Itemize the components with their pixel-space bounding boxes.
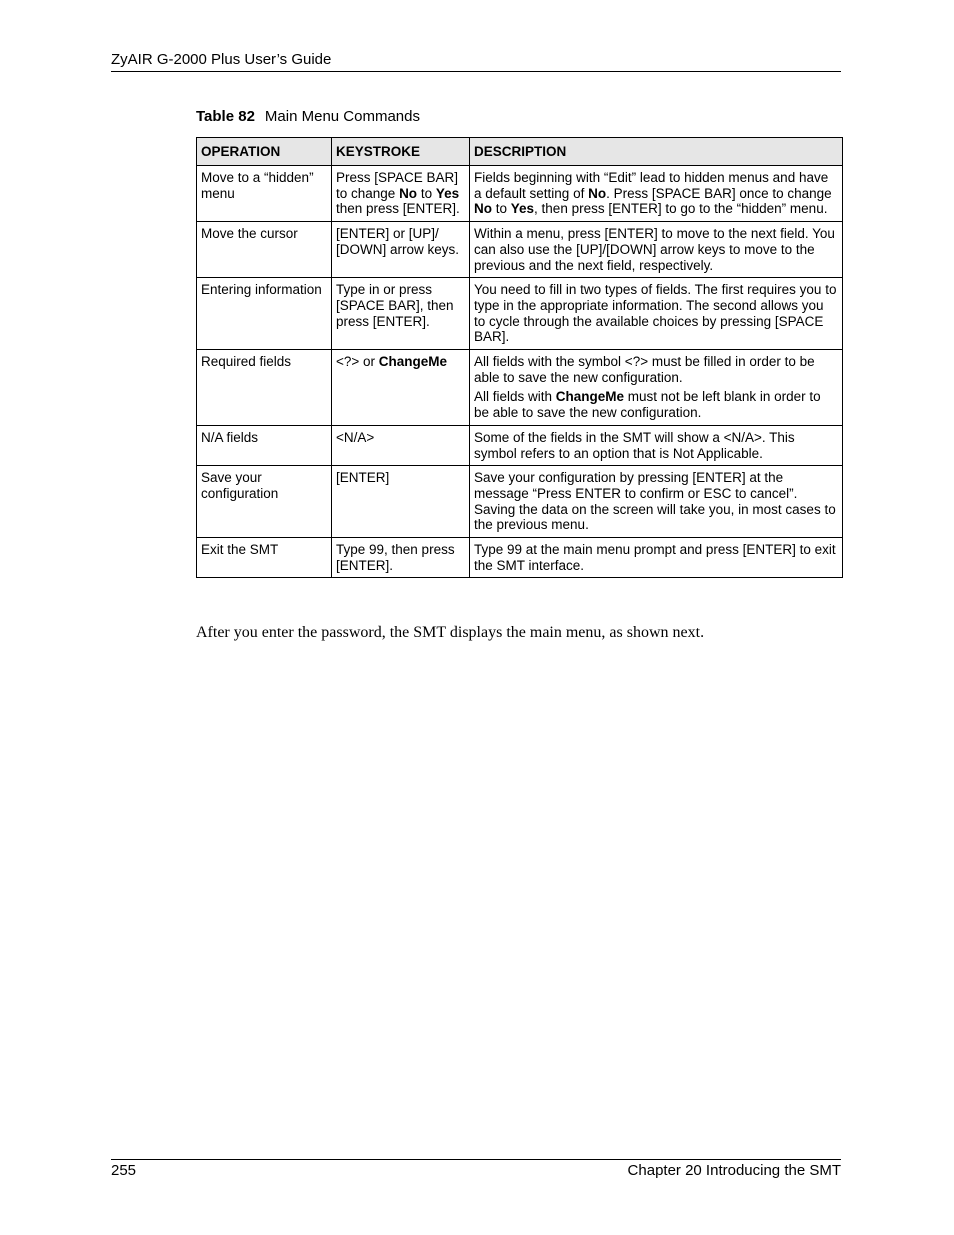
description-paragraph bbox=[474, 542, 838, 573]
description-cell bbox=[470, 350, 843, 426]
bold-text: Yes bbox=[435, 185, 460, 201]
running-header: ZyAIR G-2000 Plus User’s Guide bbox=[111, 51, 332, 68]
operation-cell: Exit the SMT bbox=[197, 538, 332, 578]
chapter-title: Chapter 20 Introducing the SMT bbox=[627, 1162, 841, 1179]
text-run: Type 99 at the main menu prompt and press [ENTER] to exit the SMT interface. bbox=[474, 542, 836, 573]
description-paragraph bbox=[474, 389, 838, 420]
description-paragraph bbox=[474, 226, 838, 273]
operation-cell: Required fields bbox=[197, 350, 332, 426]
text-run: , then press [ENTER] to go to the “hidden” menu. bbox=[534, 201, 828, 217]
operation-cell: Entering information bbox=[197, 278, 332, 350]
main-menu-commands-table bbox=[196, 137, 843, 578]
text-run: All fields with the symbol <?> must be filled in order to be able to save the new configuration. bbox=[474, 354, 815, 385]
body-paragraph: After you enter the password, the SMT displays the main menu, as shown next. bbox=[196, 624, 705, 641]
keystroke-cell bbox=[332, 222, 470, 278]
description-paragraph bbox=[474, 430, 838, 461]
operation-cell: Save your configuration bbox=[197, 466, 332, 538]
description-cell bbox=[470, 278, 843, 350]
table-header-row bbox=[197, 138, 843, 166]
text-run: Type 99, then press [ENTER]. bbox=[336, 542, 455, 573]
description-paragraph bbox=[474, 170, 838, 217]
description-cell bbox=[470, 425, 843, 465]
table-caption bbox=[196, 108, 420, 125]
table-body bbox=[197, 166, 843, 578]
keystroke-cell bbox=[332, 538, 470, 578]
description-cell bbox=[470, 222, 843, 278]
text-run: Fields beginning with “Edit” lead to hidden menus and have a default setting of bbox=[474, 170, 829, 201]
text-run: Within a menu, press [ENTER] to move to the next field. You can also use the [UP]/[DOWN] arrow keys to move to the previous and the next field, respectively. bbox=[474, 226, 835, 273]
text-run: then press [ENTER]. bbox=[336, 201, 460, 217]
page-number: 255 bbox=[111, 1162, 137, 1179]
description-cell bbox=[470, 166, 843, 222]
text-run: to bbox=[492, 201, 511, 217]
text-run: . Press [SPACE BAR] once to change bbox=[606, 185, 832, 201]
description-cell bbox=[470, 538, 843, 578]
footer-divider bbox=[111, 1159, 841, 1160]
keystroke-cell bbox=[332, 466, 470, 538]
column-header-keystroke: KEYSTROKE bbox=[332, 138, 470, 166]
keystroke-cell bbox=[332, 425, 470, 465]
table-row bbox=[197, 222, 843, 278]
table-title: Main Menu Commands bbox=[264, 108, 420, 125]
header-divider bbox=[111, 71, 841, 72]
column-header-description: DESCRIPTION bbox=[470, 138, 843, 166]
text-run: Press [SPACE BAR] to change bbox=[336, 170, 459, 201]
description-paragraph bbox=[474, 282, 838, 345]
text-run: <?> or bbox=[336, 354, 379, 370]
table-row bbox=[197, 278, 843, 350]
text-run: Some of the fields in the SMT will show a <N/A>. This symbol refers to an option that is Not Applicable. bbox=[474, 429, 795, 461]
bold-text: Yes bbox=[510, 201, 535, 217]
table-row bbox=[197, 350, 843, 426]
text-run: must not be left blank in order to be able to save the new configuration. bbox=[474, 389, 821, 421]
description-paragraph bbox=[474, 470, 838, 533]
text-run: Save your configuration by pressing [ENTER] at the message “Press ENTER to confirm or ESC to cancel”. Saving the data on the screen will take you, in most cases to the previous menu. bbox=[474, 470, 836, 533]
operation-cell: Move the cursor bbox=[197, 222, 332, 278]
text-run: [ENTER] or [UP]/ [DOWN] arrow keys. bbox=[336, 226, 460, 257]
bold-text: No bbox=[588, 185, 607, 201]
keystroke-cell bbox=[332, 278, 470, 350]
keystroke-cell bbox=[332, 350, 470, 426]
text-run: to bbox=[417, 185, 436, 201]
bold-text: No bbox=[474, 201, 492, 217]
bold-text: ChangeMe bbox=[555, 389, 625, 405]
bold-text: No bbox=[399, 185, 418, 201]
table-row bbox=[197, 166, 843, 222]
keystroke-cell bbox=[332, 166, 470, 222]
operation-cell: Move to a “hidden” menu bbox=[197, 166, 332, 222]
text-run: All fields with bbox=[474, 389, 556, 405]
description-paragraph bbox=[474, 354, 838, 385]
table-label: Table 82 bbox=[196, 108, 255, 125]
description-cell bbox=[470, 466, 843, 538]
text-run: [ENTER] bbox=[336, 470, 390, 486]
text-run: Type in or press [SPACE BAR], then press [ENTER]. bbox=[336, 282, 454, 329]
table-row bbox=[197, 425, 843, 465]
operation-cell: N/A fields bbox=[197, 425, 332, 465]
text-run: You need to fill in two types of fields. The first requires you to type in the appropriate information. The second allows you to cycle through the available choices by pressing [SPACE BAR]. bbox=[474, 282, 837, 345]
table-row bbox=[197, 538, 843, 578]
table-row bbox=[197, 466, 843, 538]
text-run: <N/A> bbox=[336, 429, 375, 445]
bold-text: ChangeMe bbox=[378, 354, 448, 370]
column-header-operation: OPERATION bbox=[197, 138, 332, 166]
